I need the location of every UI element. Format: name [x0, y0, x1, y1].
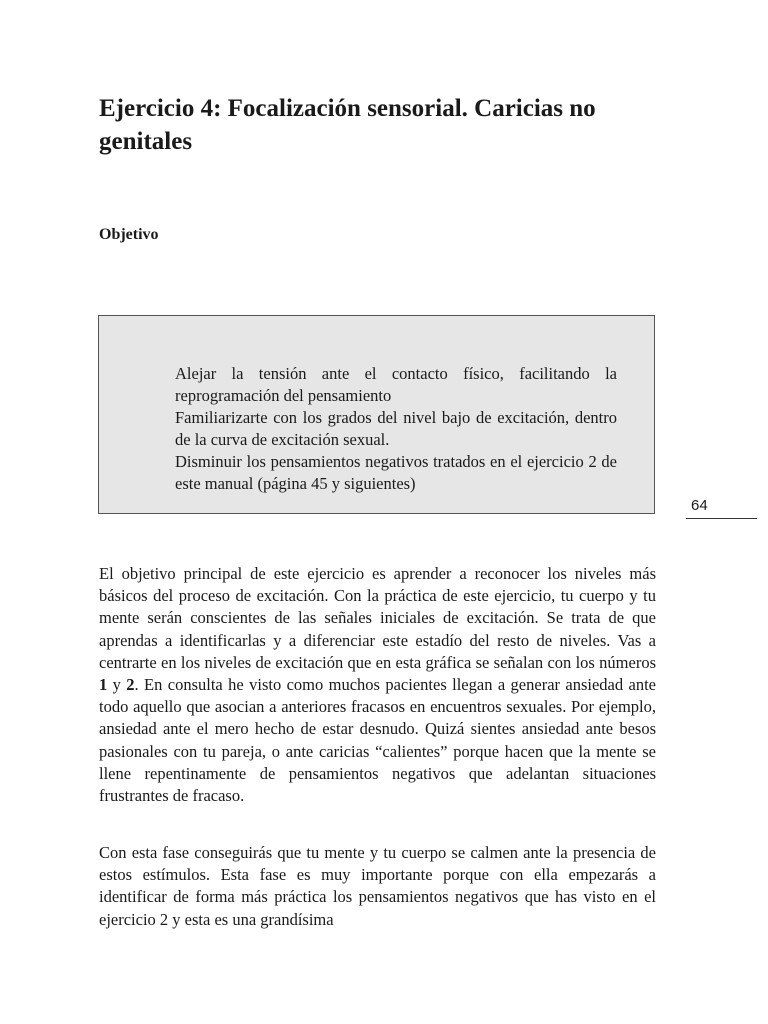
body-paragraph-1	[99, 563, 656, 807]
bold-number: 1	[99, 675, 108, 695]
objective-item: Alejar la tensión ante el contacto físico, facilitando la reprogramación del pensamiento	[175, 364, 617, 405]
section-heading: Objetivo	[99, 226, 159, 243]
page-title: Ejercicio 4: Focalización sensorial. Caricias no genitales	[99, 95, 596, 155]
paragraph-text: . En consulta he visto como muchos pacientes llegan a generar ansiedad ante todo aquello que asocian a anteriores fracasos en encuentros sexuales. Por ejemplo, ansiedad ante el mero hecho de estar desnudo. Quizá sientes ansiedad ante besos pasionales con tu pareja, o ante caricias “calientes” porque hacen que la mente se llene repentinamente de pensamientos negativos que adelantan situaciones frustrantes de fracaso.	[99, 675, 656, 806]
paragraph-text: y	[107, 675, 127, 695]
objective-item: Familiarizarte con los grados del nivel bajo de excitación, dentro de la curva de excitación sexual.	[175, 408, 617, 449]
page-number: 64	[691, 497, 708, 514]
objective-item: Disminuir los pensamientos negativos tratados en el ejercicio 2 de este manual (página 45 y siguientes)	[175, 452, 617, 493]
page-number-rule	[686, 518, 757, 519]
objectives-list	[175, 363, 617, 495]
bold-number: 2	[126, 675, 135, 695]
body-paragraph-2: Con esta fase conseguirás que tu mente y tu cuerpo se calmen ante la presencia de estos estímulos. Esta fase es muy importante porque con ella empezarás a identificar de forma más práctica los pensamientos negativos que has visto en el ejercicio 2 y esta es una grandísima	[99, 843, 656, 929]
paragraph-text: El objetivo principal de este ejercicio es aprender a reconocer los niveles más básicos del proceso de excitación. Con la práctica de este ejercicio, tu cuerpo y tu mente serán conscientes de las señales iniciales de excitación. Se trata de que aprendas a identificarlas y a diferenciar este estadío del resto de niveles. Vas a centrarte en los niveles de excitación que en esta gráfica se señalan con los números	[99, 564, 656, 672]
objectives-box	[98, 315, 655, 514]
